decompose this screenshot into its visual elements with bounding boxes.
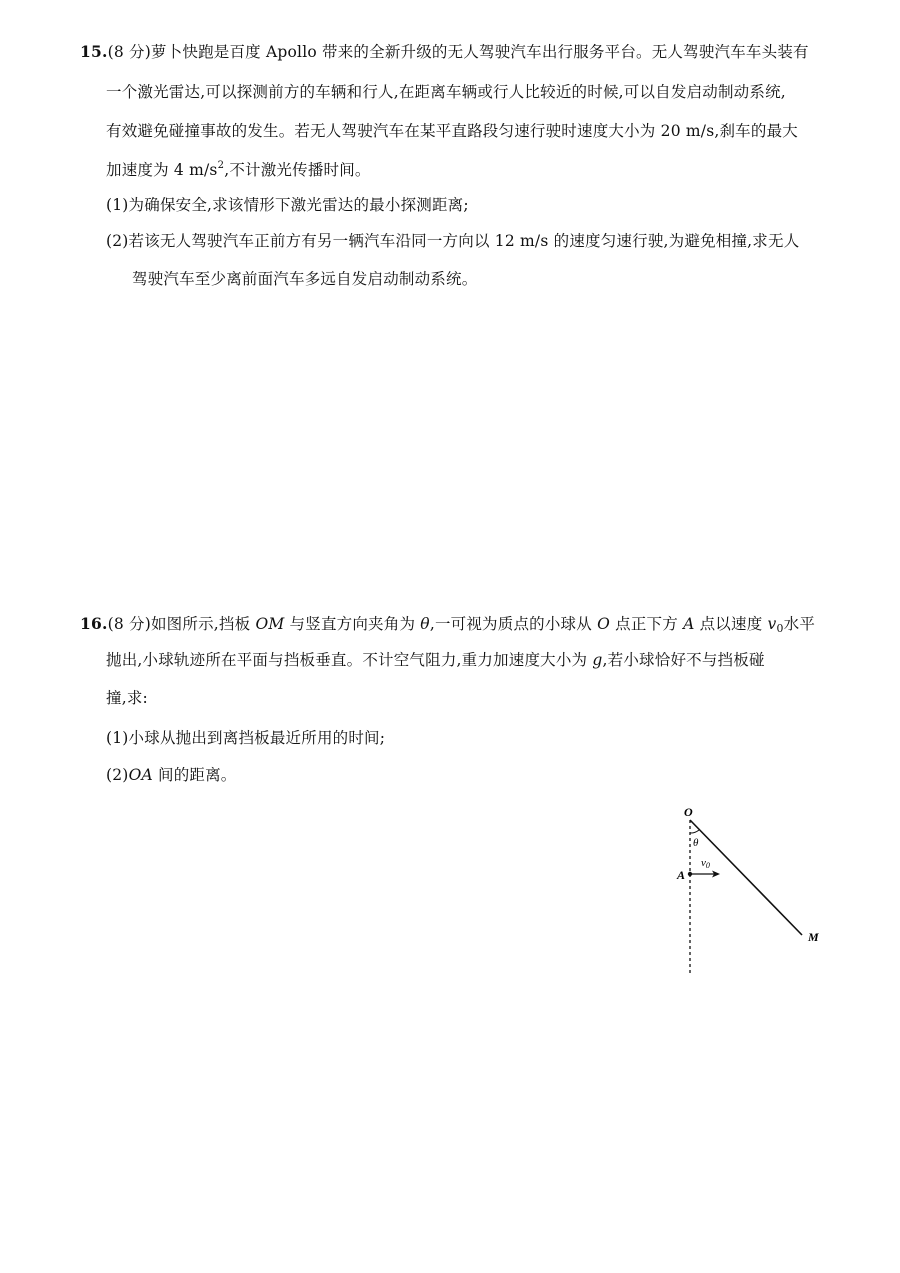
q16-om: OM	[255, 615, 285, 633]
q16-number: 16.	[80, 614, 108, 633]
baffle-figure	[640, 795, 840, 985]
q16-points: (8 分)	[107, 615, 151, 633]
q16-part-2	[106, 768, 237, 784]
q15-line-4-post: ,不计激光传播时间。	[224, 161, 371, 179]
label-v0	[701, 857, 710, 870]
q16-line-1	[80, 616, 815, 635]
q16-text: 水平	[783, 615, 816, 633]
label-a: A	[677, 868, 686, 882]
q16-a: A	[683, 615, 695, 633]
label-v: v	[701, 857, 706, 869]
q15-part-2-line-2: 驾驶汽车至少离前面汽车多远自发启动制动系统。	[132, 270, 478, 288]
q15-text-1: 萝卜快跑是百度 Apollo 带来的全新升级的无人驾驶汽车出行服务平台。无人驾驶汽车车头装有	[150, 43, 809, 61]
q16-text: 点正下方	[610, 615, 684, 633]
q16-v: v	[767, 615, 777, 633]
q15-line-4-pre: 加速度为 4 m/s	[106, 161, 218, 179]
q16-text: 抛出,小球轨迹所在平面与挡板垂直。不计空气阻力,重力加速度大小为	[106, 651, 593, 669]
q15-points: (8 分)	[107, 43, 151, 61]
q15-line-4-sup: 2	[217, 160, 225, 171]
label-m: M	[808, 930, 819, 944]
q16-text: ,若小球恰好不与挡板碰	[602, 651, 765, 669]
q16-part-1: (1)小球从抛出到离挡板最近所用的时间;	[106, 729, 386, 747]
q16-v-sub: 0	[776, 622, 784, 635]
q16-g: g	[592, 651, 603, 669]
angle-arc	[690, 830, 699, 833]
q15-part-1: (1)为确保安全,求该情形下激光雷达的最小探测距离;	[106, 196, 469, 214]
q16-oa: OA	[128, 766, 153, 784]
q16-text: 如图所示,挡板	[150, 615, 256, 633]
q16-text: 点以速度	[694, 615, 768, 633]
q16-text: 与竖直方向夹角为	[284, 615, 421, 633]
q15-line-2: 一个激光雷达,可以探测前方的车辆和行人,在距离车辆或行人比较近的时候,可以自发启动制动系统,	[106, 83, 786, 101]
q16-text: ,一可视为质点的小球从	[429, 615, 598, 633]
q16-line-3: 撞,求:	[106, 689, 148, 707]
q15-number: 15.	[80, 42, 108, 61]
q15-line-3: 有效避免碰撞事故的发生。若无人驾驶汽车在某平直路段匀速行驶时速度大小为 20 m/s,刹车的最大	[106, 122, 798, 140]
q15-line-4	[106, 161, 371, 179]
q16-part-2-label: (2)	[106, 766, 129, 784]
q16-part-2-text: 间的距离。	[152, 766, 237, 784]
q15-line-1	[80, 44, 809, 61]
label-theta: θ	[693, 837, 699, 849]
baffle-om	[690, 820, 802, 935]
q16-line-2	[106, 653, 765, 669]
q16-theta: θ	[420, 615, 430, 633]
q15-part-2-line-1: (2)若该无人驾驶汽车正前方有另一辆汽车沿同一方向以 12 m/s 的速度匀速行驶,为避免相撞,求无人	[106, 232, 800, 250]
label-o: O	[684, 805, 693, 819]
q16-o: O	[597, 615, 611, 633]
label-v-sub: 0	[705, 861, 710, 870]
